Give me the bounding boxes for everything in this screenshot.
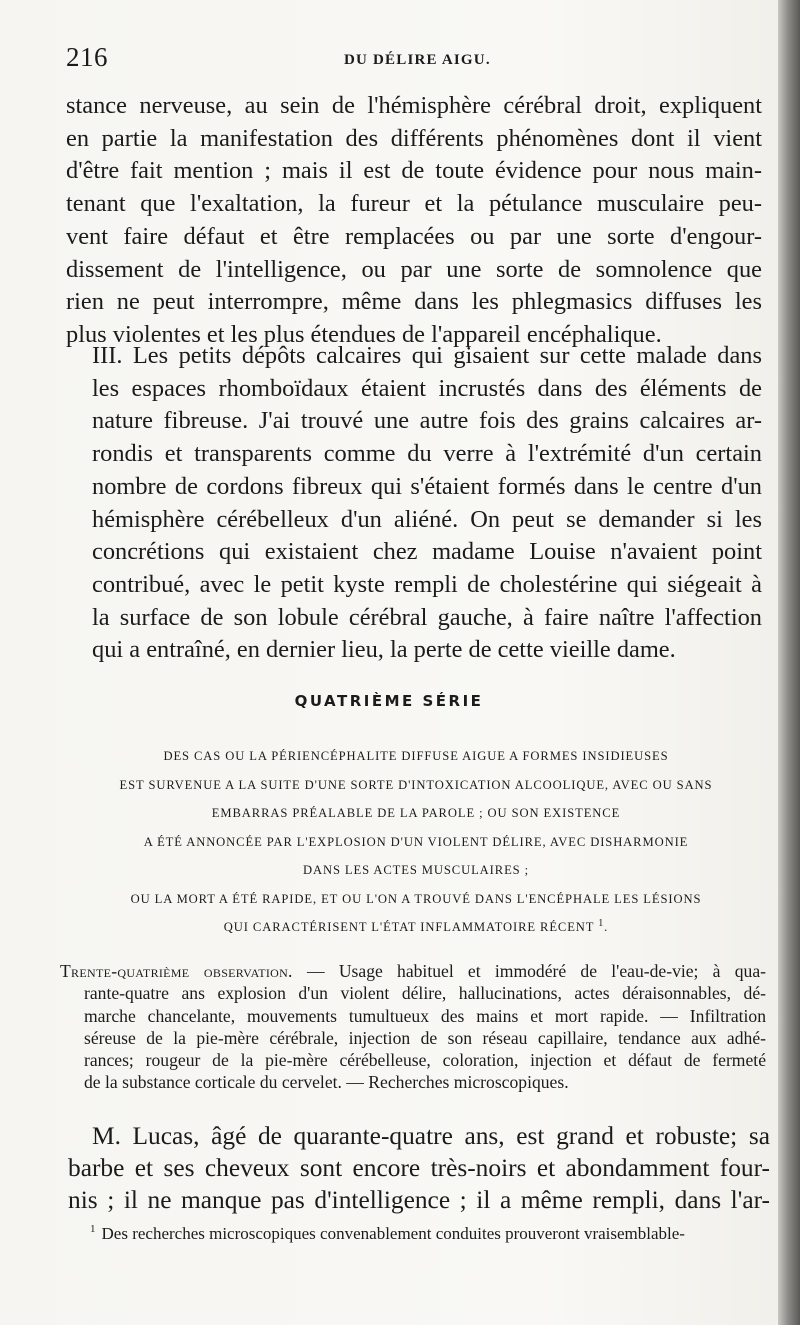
text-line: barbe et ses cheveux sont encore très-noirs et abondamment four-: [68, 1154, 770, 1182]
text-line: stance nerveuse, au sein de l'hémisphère cérébral droit, expliquent: [66, 92, 762, 119]
observation-line: séreuse de la pie-mère cérébrale, injection de son réseau capillaire, tendance aux adhé-: [84, 1027, 766, 1048]
page-header: [66, 42, 762, 82]
page-edge-shadow: [778, 0, 800, 1325]
series-description-line: DANS LES ACTES MUSCULAIRES ;: [302, 863, 530, 877]
observation-line: [60, 960, 766, 982]
running-title: DU DÉLIRE AIGU.: [344, 52, 491, 68]
series-description-last-text: QUI CARACTÉRISENT L'ÉTAT INFLAMMATOIRE RÉCENT: [223, 920, 595, 934]
text-line: nombre de cordons fibreux qui s'étaient formés dans le centre d'un: [92, 472, 762, 500]
text-line: plus violentes et les plus étendues de l'appareil encéphalique.: [66, 320, 662, 348]
text-line: nature fibreuse. J'ai trouvé une autre fois des grains calcaires ar-: [92, 407, 762, 435]
text-line: rondis et transparents comme du verre à l'extrémité d'un certain: [92, 440, 762, 468]
text-line: qui a entraîné, en dernier lieu, la perte de cette vieille dame.: [92, 636, 676, 664]
series-description-line: [66, 913, 766, 942]
text-line: la surface de son lobule cérébral gauche, à faire naître l'affection: [92, 603, 762, 631]
series-heading: QUATRIÈME SÉRIE: [294, 692, 484, 710]
text-line: tenant que l'exaltation, la fureur et la pétulance musculaire peu-: [66, 190, 762, 218]
text-line: contribué, avec le petit kyste rempli de cholestérine qui siégeait à: [92, 570, 762, 598]
text-line: en partie la manifestation des différents phénomènes dont il vient: [66, 124, 762, 152]
series-description-period: .: [604, 920, 609, 934]
page-number: 216: [66, 42, 108, 72]
text-line: hémisphère cérébelleux d'un aliéné. On peut se demander si les: [92, 505, 762, 533]
footnote-text: Des recherches microscopiques convenablement conduites prouveront vraisemblable-: [101, 1224, 685, 1243]
text-line: dissement de l'intelligence, ou par une sorte de somnolence que: [66, 255, 762, 283]
footnote-reference[interactable]: 1: [598, 917, 605, 929]
series-description-line: EMBARRAS PRÉALABLE DE LA PAROLE ; OU SON EXISTENCE: [211, 806, 621, 820]
text-line: vent faire défaut et être remplacées ou par une sorte d'engour-: [66, 222, 762, 250]
text-line: rien ne peut interrompre, même dans les phlegmasics diffuses les: [66, 288, 762, 316]
observation-label: Trente-quatrième observation.: [60, 961, 293, 981]
paragraph-section-iii: [66, 340, 762, 667]
text-line: les espaces rhomboïdaux étaient incrustés dans des éléments de: [92, 374, 762, 402]
text-line: concrétions qui existaient chez madame Louise n'avaient point: [92, 538, 762, 566]
text-line: d'être fait mention ; mais il est de toute évidence pour nous main-: [66, 157, 762, 185]
series-description-line: OU LA MORT A ÉTÉ RAPIDE, ET OU L'ON A TROUVÉ DANS L'ENCÉPHALE LES LÉSIONS: [130, 891, 702, 906]
series-description-line: A ÉTÉ ANNONCÉE PAR L'EXPLOSION D'UN VIOLENT DÉLIRE, AVEC DISHARMONIE: [143, 834, 689, 849]
series-description: [66, 742, 766, 942]
paragraph-case-description: [68, 1120, 770, 1216]
text-line: M. Lucas, âgé de quarante-quatre ans, est grand et robuste; sa: [92, 1122, 770, 1150]
paragraph-continuation: [66, 90, 762, 352]
text-line: III. Les petits dépôts calcaires qui gisaient sur cette malade dans: [92, 342, 762, 369]
observation-line: de la substance corticale du cervelet. — Recherches microscopiques.: [84, 1072, 569, 1093]
text-line: nis ; il ne manque pas d'intelligence ; il a même rempli, dans l'ar-: [68, 1186, 770, 1214]
observation-line: rante-quatre ans explosion d'un violent délire, hallucinations, actes déraisonnables, dé-: [84, 983, 766, 1004]
series-description-line: DES CAS OU LA PÉRIENCÉPHALITE DIFFUSE AIGUE A FORMES INSIDIEUSES: [163, 749, 669, 763]
observation-line: marche chancelante, mouvements tumultueux des mains et mort rapide. — Infiltration: [84, 1005, 766, 1026]
observation-text: — Usage habituel et immodéré de l'eau-de-vie; à qua-: [307, 961, 766, 981]
footnote-marker: 1: [90, 1223, 96, 1236]
series-description-line: EST SURVENUE A LA SUITE D'UNE SORTE D'INTOXICATION ALCOOLIQUE, AVEC OU SANS: [119, 777, 713, 792]
observation-summary: [60, 960, 766, 1094]
observation-line: rances; rougeur de la pie-mère cérébelleuse, coloration, injection et défaut de fermeté: [84, 1050, 766, 1071]
footnote: [90, 1223, 770, 1245]
